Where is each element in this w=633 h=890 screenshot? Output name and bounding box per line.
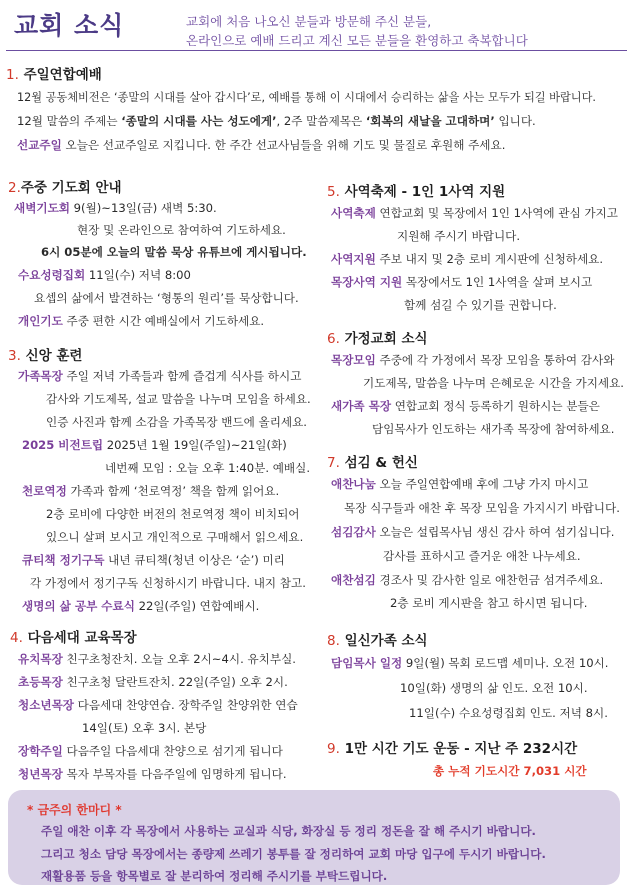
- section-3-heading: 3. 신앙 훈련: [8, 348, 83, 364]
- s3-line-7: 2층 로비에 다양한 버전의 천로역정 책이 비치되어: [46, 507, 300, 521]
- s2-line-6: 개인기도 주중 편한 시간 예배실에서 기도하세요.: [18, 314, 265, 328]
- s8-line-3: 11일(수) 수요성령집회 인도. 저녁 8시.: [409, 706, 608, 720]
- s2-line-1: 새벽기도회 9(월)~13일(금) 새벽 5:30.: [14, 201, 217, 215]
- s5-line-3: 사역지원 주보 내지 및 2층 로비 게시판에 신청하세요.: [331, 252, 604, 266]
- s6-line-3: 새가족 목장 연합교회 정식 등록하기 원하시는 분들은: [331, 399, 600, 413]
- header-divider: [6, 50, 627, 51]
- s3-line-9: 큐티책 정기구독 내년 큐티책(청년 이상은 ‘순’) 미리: [22, 553, 285, 567]
- weekly-note-title: * 금주의 한마디 *: [27, 803, 122, 817]
- section-9-heading: 9. 1만 시간 기도 운동 - 지난 주 232시간: [327, 741, 578, 757]
- s7-line-6: 2층 로비 게시판을 참고 하시면 됩니다.: [390, 596, 588, 610]
- weekly-note-line-3: 재활용품 등을 항목별로 잘 분리하여 정리해 주시기를 부탁드립니다.: [41, 869, 388, 883]
- section-5-heading: 5. 사역축제 - 1인 1사역 지원: [327, 184, 506, 200]
- s4-line-3: 청소년목장 다음세대 찬양연습. 장학주일 찬양위한 연습: [18, 698, 298, 712]
- welcome-line-1: 교회에 처음 나오신 분들과 방문해 주신 분들,: [186, 14, 432, 29]
- s4-line-4: 14일(토) 오후 3시. 본당: [82, 721, 207, 735]
- s8-line-2: 10일(화) 생명의 삶 인도. 오전 10시.: [400, 681, 588, 695]
- weekly-note-line-1: 주일 애찬 이후 각 목장에서 사용하는 교실과 식당, 화장실 등 정리 정돈을 잘 해 주시기 바랍니다.: [41, 824, 536, 838]
- s4-line-1: 유치목장 친구초청잔치. 오늘 오후 2시~4시. 유치부실.: [18, 652, 296, 666]
- s3-line-8: 있으니 살펴 보시고 개인적으로 구매해서 읽으세요.: [46, 530, 304, 544]
- welcome-line-2: 온라인으로 예배 드리고 계신 모든 분들을 환영하고 축복합니다: [186, 33, 528, 48]
- s3-line-10: 각 가정에서 정기구독 신청하시기 바랍니다. 내지 참고.: [30, 576, 306, 590]
- s7-line-4: 감사를 표하시고 즐거운 애찬 나누세요.: [383, 549, 581, 563]
- s6-line-1: 목장모임 주중에 각 가정에서 목장 모임을 통하여 감사와: [331, 353, 615, 367]
- s3-line-11: 생명의 삶 공부 수료식 22일(주일) 연합예배시.: [22, 599, 260, 613]
- s8-line-1: 담임목사 일정 9일(월) 목회 로드맵 세미나. 오전 10시.: [331, 656, 609, 670]
- s7-line-3: 섬김감사 오늘은 설립목사님 생신 감사 하여 섬기십니다.: [331, 525, 615, 539]
- s2-line-4: 수요성령집회 11일(수) 저녁 8:00: [18, 268, 191, 282]
- s6-line-4: 담임목사가 인도하는 새가족 목장에 참여하세요.: [372, 422, 615, 436]
- section-2-heading: 2.주중 기도회 안내: [8, 180, 122, 196]
- s1-line-2: 12월 말씀의 주제는 ‘종말의 시대를 사는 성도에게’, 2주 말씀제목은 ‘회복의 새날을 고대하며’ 입니다.: [17, 114, 536, 128]
- section-6-heading: 6. 가정교회 소식: [327, 331, 428, 347]
- s6-line-2: 기도제목, 말씀을 나누며 은혜로운 시간을 가지세요.: [363, 376, 624, 390]
- s4-line-2: 초등목장 친구초청 달란트잔치. 22일(주일) 오후 2시.: [18, 675, 288, 689]
- s2-line-5: 요셉의 삶에서 발견하는 ‘형통의 원리’를 묵상합니다.: [34, 291, 299, 305]
- section-8-heading: 8. 일신가족 소식: [327, 633, 428, 649]
- s5-line-2: 지원해 주시기 바랍니다.: [397, 229, 521, 243]
- s3-line-2: 감사와 기도제목, 설교 말씀을 나누며 모임을 하세요.: [46, 392, 311, 406]
- s7-line-1: 애찬나눔 오늘 주일연합예배 후에 그냥 가지 마시고: [331, 477, 589, 491]
- s1-line-3: 선교주일 오늘은 선교주일로 지킵니다. 한 주간 선교사님들을 위해 기도 및 물질로 후원해 주세요.: [17, 138, 506, 152]
- s2-line-3: 6시 05분에 오늘의 말씀 묵상 유튜브에 게시됩니다.: [41, 245, 307, 259]
- s3-line-1: 가족목장 주일 저녁 가족들과 함께 즐겁게 식사를 하시고: [18, 369, 302, 383]
- s1-line-1: 12월 공동체비전은 ‘종말의 시대를 살아 갑시다’로, 예배를 통해 이 시대에서 승리하는 삶을 사는 모두가 되길 바랍니다.: [17, 91, 596, 104]
- section-1-heading: 1. 주일연합예배: [6, 67, 102, 83]
- s7-line-5: 애찬섬김 경조사 및 감사한 일로 애찬헌금 섬겨주세요.: [331, 573, 604, 587]
- prayer-total: 총 누적 기도시간 7,031 시간: [433, 764, 587, 778]
- s3-line-3: 인증 사진과 함께 소감을 가족목장 밴드에 올리세요.: [46, 415, 307, 429]
- s5-line-5: 함께 섬길 수 있기를 권합니다.: [404, 298, 557, 312]
- s3-line-6: 천로역정 가족과 함께 ‘천로역정’ 책을 함께 읽어요.: [22, 484, 280, 498]
- s7-line-2: 목장 식구들과 애찬 후 목장 모임을 가지시기 바랍니다.: [344, 501, 620, 515]
- section-4-heading: 4. 다음세대 교육목장: [10, 630, 137, 646]
- weekly-note-line-2: 그리고 청소 담당 목장에서는 종량제 쓰레기 봉투를 잘 정리하여 교회 마당 입구에 두시기 바랍니다.: [41, 847, 546, 861]
- s3-line-4: 2025 비전트립 2025년 1월 19일(주일)~21일(화): [22, 438, 287, 452]
- s5-line-4: 목장사역 지원 목장에서도 1인 1사역을 살펴 보시고: [331, 275, 593, 289]
- s4-line-6: 청년목장 목자 부목자를 다음주일에 임명하게 됩니다.: [18, 767, 287, 781]
- s4-line-5: 장학주일 다음주일 다음세대 찬양으로 섬기게 됩니다: [18, 744, 283, 758]
- section-7-heading: 7. 섬김 & 헌신: [327, 455, 418, 471]
- s3-line-5: 네번째 모임 : 오늘 오후 1:40분. 예배실.: [105, 461, 311, 475]
- page-title: 교회 소식: [14, 11, 125, 40]
- s2-line-2: 현장 및 온라인으로 참여하여 기도하세요.: [77, 223, 286, 237]
- s5-line-1: 사역축제 연합교회 및 목장에서 1인 1사역에 관심 가지고: [331, 206, 618, 220]
